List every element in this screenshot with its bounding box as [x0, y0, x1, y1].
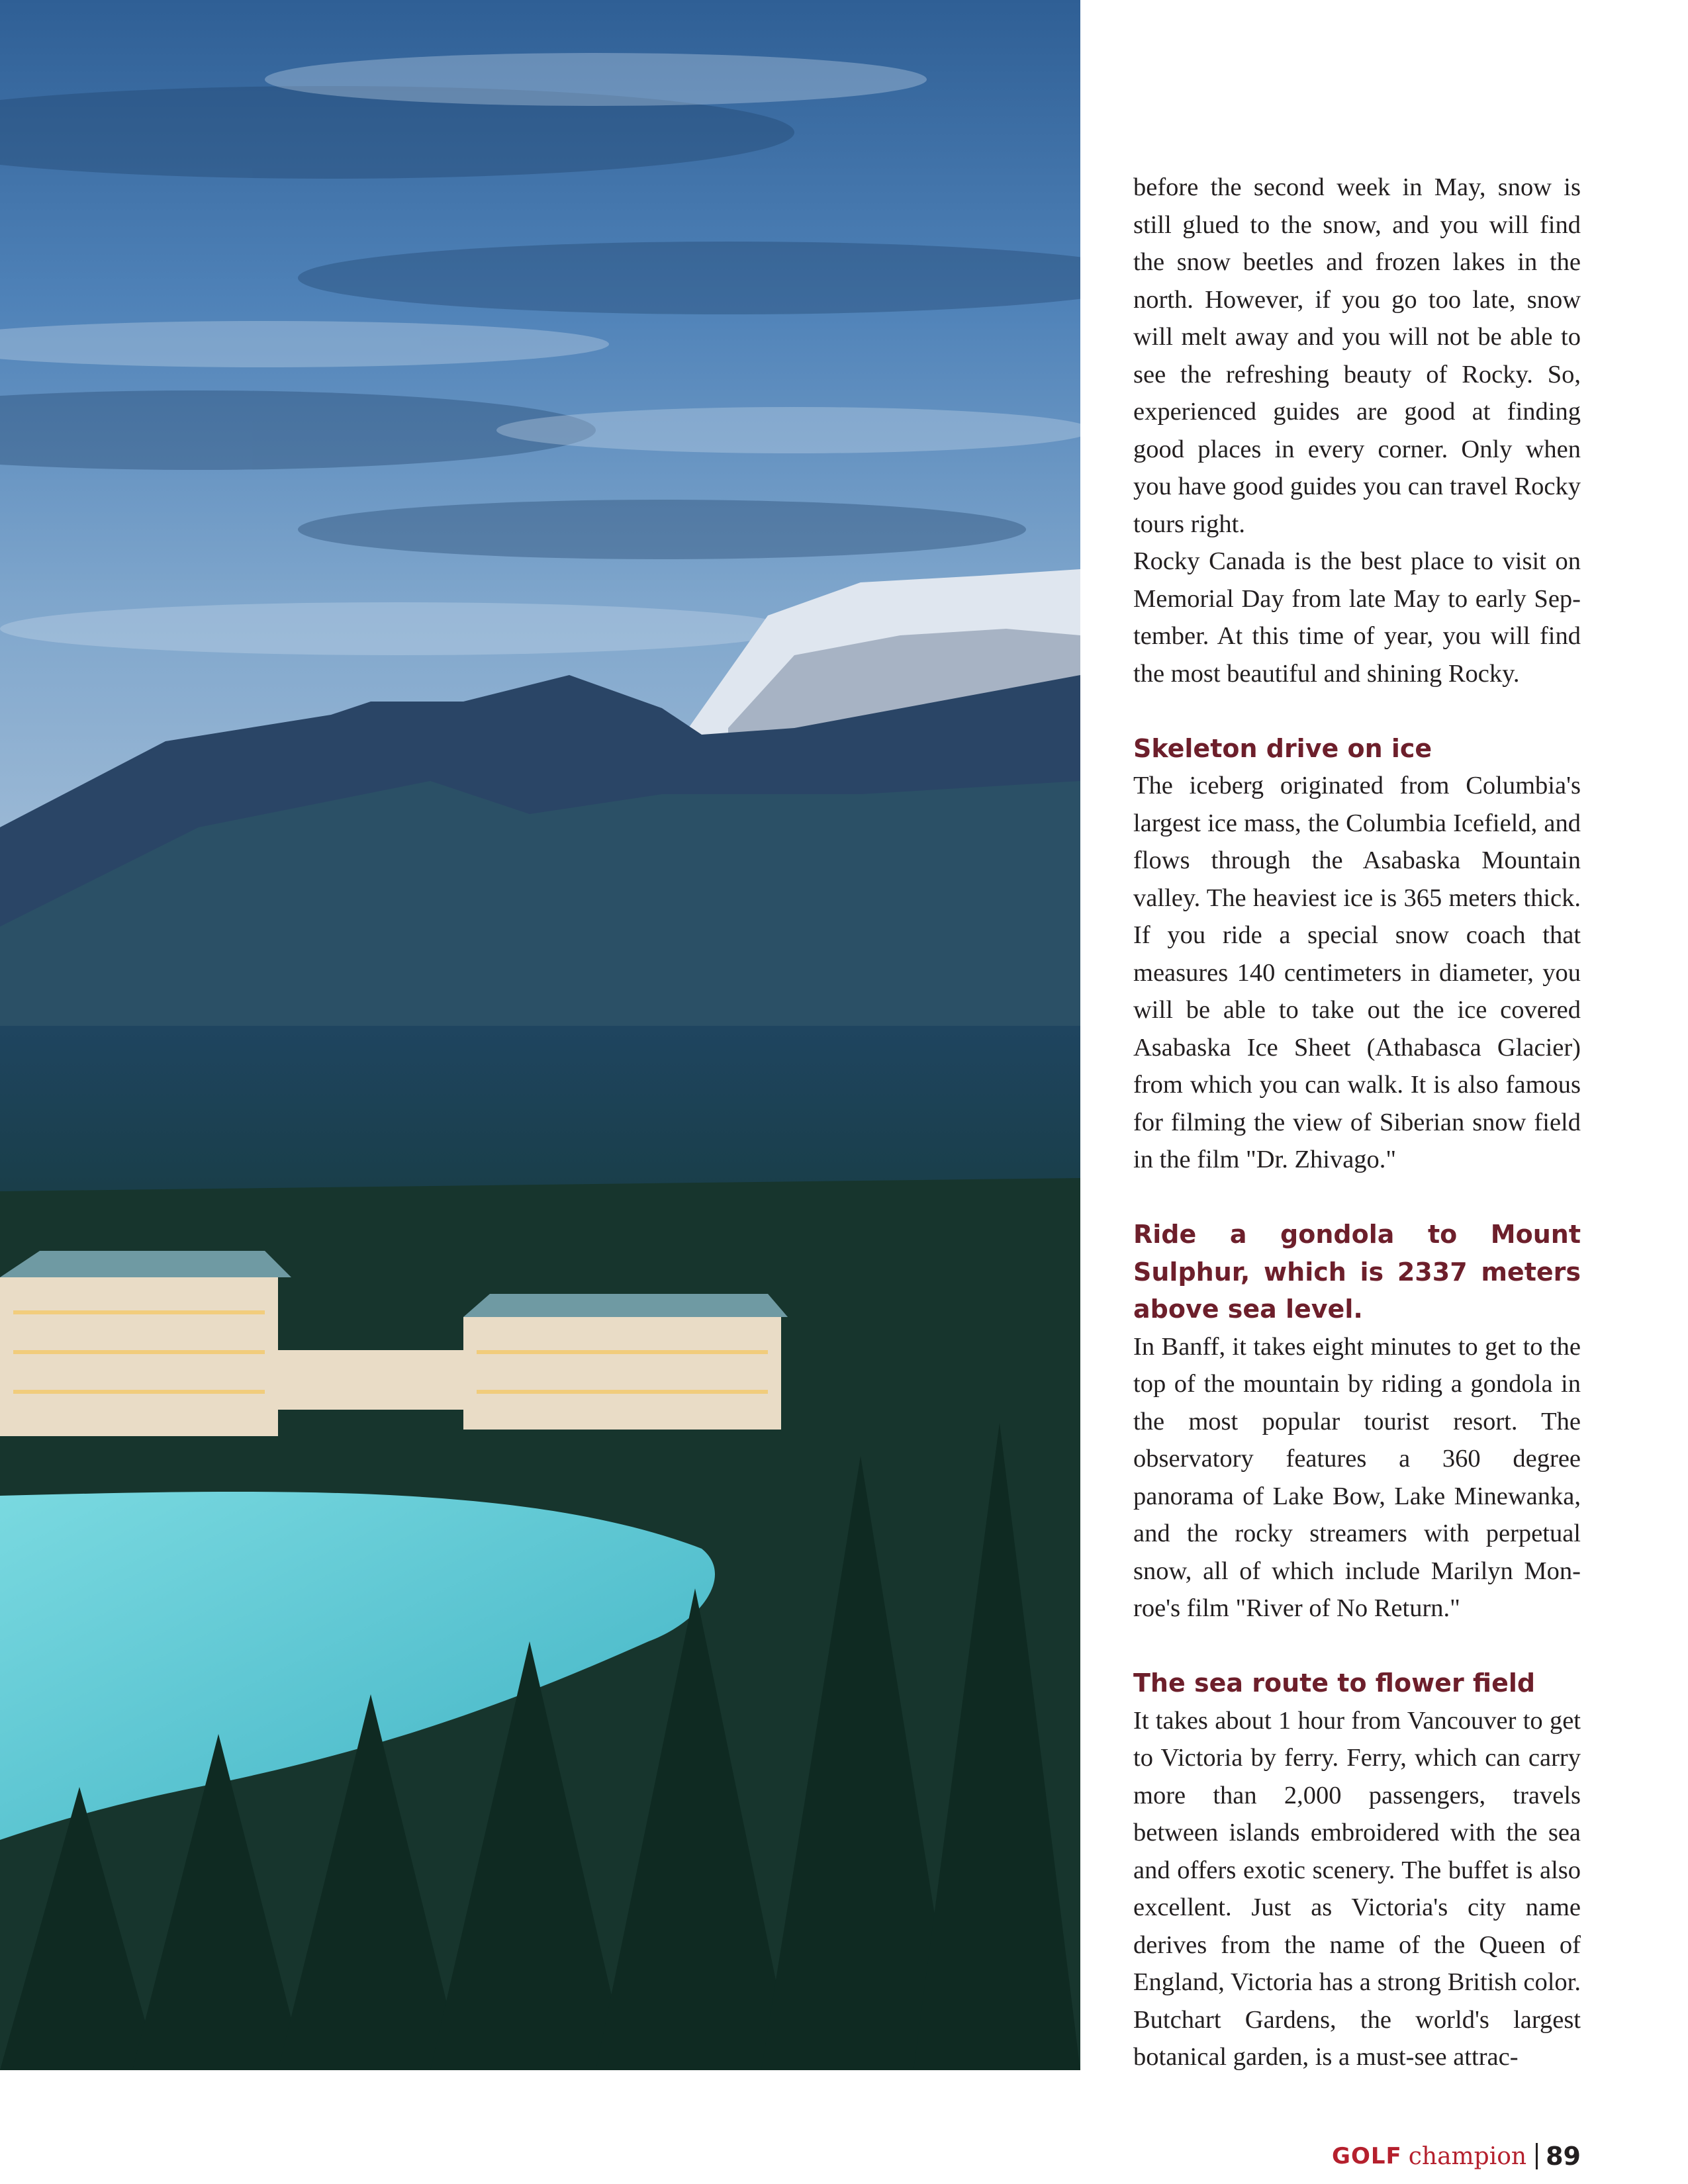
section-body-sea-route: It takes about 1 hour from Vancouver to get to Victoria by ferry. Ferry, which can carry more than 2,000 passengers, travels between islands embroidered with the sea and offers exotic scenery. The buffet is also excellent. Just as Victoria's city name derives from the name of the Queen of England, Victoria has a strong British color. Butchart Gardens, the world's largest botanical garden, is a must-see attrac-: [1133, 1706, 1581, 2071]
intro-paragraph-2: Rocky Canada is the best place to visit on Memorial Day from late May to early September. At this time of year, you will find the most beautiful and shining Rocky.: [1133, 547, 1581, 688]
section-body-skeleton-drive: The iceberg originated from Columbia's largest ice mass, the Columbia Icefield, and flows through the Asabaska Mountain valley. The heaviest ice is 365 meters thick. If you ride a special snow coach that measures 140 centimeters in diameter, you will be able to take out the ice covered Asabaska Ice Sheet (Athabasca Glacier) from which you can walk. It is also famous for filming the view of Siberian snow field in the film "Dr. Zhivago.": [1133, 772, 1581, 1173]
magazine-brand-golf: GOLF: [1332, 2143, 1402, 2169]
folio-divider: [1536, 2143, 1538, 2169]
section-heading-gondola: Ride a gondola to Mount Sulphur, which is 2337 meters above sea level.: [1133, 1220, 1581, 1324]
magazine-brand-champion: champion: [1408, 2142, 1527, 2170]
page-number: 89: [1546, 2142, 1581, 2171]
page-folio: [1332, 2136, 1581, 2176]
article-column: [1133, 169, 1581, 2076]
section-body-gondola: In Banff, it takes eight minutes to get to the top of the mountain by riding a gondola in the most popular tourist resort. The observatory features a 360 degree panorama of Lake Bow, Lake Minewanka, and the rocky streamers with perpetual snow, all of which include Marilyn Monroe's film "River of No Return.": [1133, 1332, 1581, 1622]
section-heading-skeleton-drive: Skeleton drive on ice: [1133, 733, 1432, 763]
intro-paragraph-1: before the second week in May, snow is still glued to the snow, and you will find the snow beetles and frozen lakes in the north. However, if you go too late, snow will melt away and you will not be able to see the refreshing beauty of Rocky. So, experienced guides are good at finding good places in every corner. Only when you have good guides you can travel Rocky tours right.: [1133, 173, 1581, 538]
section-heading-sea-route: The sea route to flower field: [1133, 1668, 1536, 1698]
